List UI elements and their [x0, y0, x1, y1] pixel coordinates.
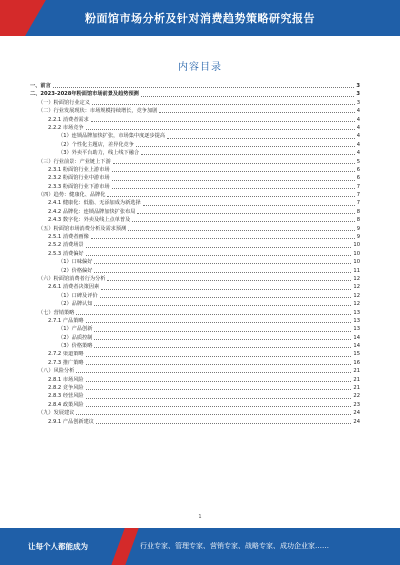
toc-entry-label: 2.2.1 消费者需求 [48, 116, 89, 123]
toc-entry[interactable] [30, 158, 360, 166]
toc-entry[interactable] [30, 292, 360, 300]
toc-entry-page: 13 [353, 317, 360, 324]
toc-entry-label: 一、前言 [30, 82, 51, 89]
toc-entry[interactable] [30, 283, 360, 291]
toc-entry-label: 2.4.3 数字化：外卖及线上点单普及 [48, 217, 131, 224]
toc-entry-page: 13 [353, 326, 360, 333]
toc-entry[interactable] [30, 250, 360, 258]
toc-entry[interactable] [30, 141, 360, 149]
toc-leader-dots [86, 356, 352, 357]
toc-leader-dots [141, 96, 355, 97]
toc-leader-dots [94, 263, 351, 264]
toc-entry-page: 7 [356, 183, 360, 190]
toc-entry-page: 7 [356, 200, 360, 207]
toc-entry-label: 2.5.3 消费偏好 [48, 250, 84, 257]
toc-leader-dots [100, 297, 352, 298]
toc-entry[interactable] [30, 300, 360, 308]
toc-leader-dots [143, 205, 355, 206]
toc-leader-dots [91, 238, 355, 239]
toc-entry[interactable] [30, 325, 360, 333]
toc-leader-dots [86, 129, 355, 130]
toc-entry-label: （七）营销策略 [38, 309, 75, 316]
toc-entry-label: 2.3.2 粉面馆行业中游市场 [48, 175, 110, 182]
toc-leader-dots [137, 213, 354, 214]
toc-entry[interactable] [30, 409, 360, 417]
toc-entry-label: （六）粉面馆消费者行为分析 [38, 275, 106, 282]
toc-leader-dots [132, 221, 354, 222]
toc-entry[interactable] [30, 124, 360, 132]
toc-entry-page: 4 [356, 124, 360, 131]
toc-entry-page: 21 [353, 368, 360, 375]
page-number: 1 [198, 514, 202, 520]
toc-entry[interactable] [30, 99, 360, 107]
toc-entry-label: （2）品质控制 [58, 334, 93, 341]
toc-entry[interactable] [30, 309, 360, 317]
toc-leader-dots [94, 339, 351, 340]
toc-entry-page: 7 [356, 192, 360, 199]
toc-entry[interactable] [30, 90, 360, 98]
toc-entry[interactable] [30, 82, 360, 90]
toc-entry-label: （1）口碑及评价 [58, 292, 98, 299]
toc-entry-page: 13 [353, 309, 360, 316]
toc-entry-page: 10 [353, 242, 360, 249]
toc-leader-dots [128, 230, 354, 231]
toc-entry[interactable] [30, 317, 360, 325]
toc-entry-label: （2）品牌认知 [58, 301, 93, 308]
toc-entry-page: 4 [356, 150, 360, 157]
toc-entry-page: 15 [353, 351, 360, 358]
toc-entry-page: 10 [353, 259, 360, 266]
toc-entry-label: 2.8.3 经营风险 [48, 393, 84, 400]
toc-entry-page: 3 [356, 99, 360, 106]
toc-entry-page: 12 [353, 301, 360, 308]
toc-entry-label: 2.8.1 市场风险 [48, 376, 84, 383]
toc-entry-label: 2.3.1 粉面馆行业上游市场 [48, 166, 110, 173]
toc-entry-label: （八）风险分析 [38, 368, 75, 375]
toc-leader-dots [86, 406, 352, 407]
toc-entry-page: 3 [356, 91, 360, 98]
report-header [0, 0, 400, 36]
toc-entry[interactable] [30, 183, 360, 191]
toc-leader-dots [53, 87, 355, 88]
toc-entry-label: 2.7.1 产品策略 [48, 317, 84, 324]
toc-entry[interactable] [30, 342, 360, 350]
toc-entry[interactable] [30, 225, 360, 233]
toc-leader-dots [96, 423, 351, 424]
toc-entry-label: （五）粉面馆市场消费分析及需求预测 [38, 225, 127, 232]
toc-entry-label: （一）粉面馆行业定义 [38, 99, 90, 106]
toc-leader-dots [86, 364, 352, 365]
toc-entry[interactable] [30, 418, 360, 426]
toc-entry[interactable] [30, 392, 360, 400]
toc-entry-label: 2.7.2 渠道策略 [48, 351, 84, 358]
toc-entry-page: 8 [356, 208, 360, 215]
toc-entry-page: 14 [353, 343, 360, 350]
toc-entry-label: 2.3.3 粉面馆行业下游市场 [48, 183, 110, 190]
toc-entry-page: 4 [356, 133, 360, 140]
toc-entry[interactable] [30, 132, 360, 140]
toc-entry[interactable] [30, 208, 360, 216]
toc-entry[interactable] [30, 275, 360, 283]
toc-leader-dots [92, 104, 355, 105]
footer-slogan-left: 让每个人都能成为 [28, 542, 88, 551]
toc-leader-dots [94, 272, 351, 273]
toc-entry-label: （九）发展建议 [38, 410, 75, 417]
toc-entry-label: （四）趋势：健康化、品牌化 [38, 192, 106, 199]
toc-leader-dots [86, 381, 352, 382]
toc-entry[interactable] [30, 384, 360, 392]
toc-entry-page: 6 [356, 166, 360, 173]
toc-leader-dots [167, 138, 355, 139]
toc-leader-dots [86, 389, 352, 390]
toc-entry-page: 21 [353, 385, 360, 392]
toc-entry-page: 8 [356, 217, 360, 224]
toc-leader-dots [159, 112, 354, 113]
toc-entry-page: 12 [353, 275, 360, 282]
toc-entry-label: （二）行业发展现状：市场规模持续增长，竞争加剧 [38, 108, 158, 115]
toc-leader-dots [94, 305, 351, 306]
toc-entry-label: 2.6.1 消费者决策因素 [48, 284, 100, 291]
toc-entry[interactable] [30, 199, 360, 207]
toc-entry-page: 10 [353, 250, 360, 257]
toc-leader-dots [113, 163, 355, 164]
table-of-contents [30, 82, 360, 426]
toc-leader-dots [76, 414, 351, 415]
toc-entry[interactable] [30, 334, 360, 342]
toc-leader-dots [141, 154, 355, 155]
toc-leader-dots [101, 289, 351, 290]
toc-entry[interactable] [30, 376, 360, 384]
toc-leader-dots [112, 188, 355, 189]
toc-entry-page: 16 [353, 359, 360, 366]
toc-entry[interactable] [30, 174, 360, 182]
toc-entry[interactable] [30, 359, 360, 367]
toc-entry[interactable] [30, 401, 360, 409]
toc-entry[interactable] [30, 191, 360, 199]
toc-entry[interactable] [30, 258, 360, 266]
footer-slogan-right: 行业专家、管理专家、营销专家、战略专家、成功企业家…… [140, 542, 329, 550]
footer-accent-slant [111, 528, 138, 565]
toc-entry-label: 2.2.2 市场竞争 [48, 124, 84, 131]
toc-leader-dots [112, 180, 355, 181]
toc-leader-dots [76, 314, 351, 315]
toc-entry-page: 12 [353, 292, 360, 299]
toc-leader-dots [91, 121, 355, 122]
toc-leader-dots [86, 255, 352, 256]
toc-entry-page: 24 [353, 418, 360, 425]
toc-entry-label: （1）连锁品牌加快扩张，市场集中度逐步提高 [58, 133, 166, 140]
toc-entry-page: 6 [356, 175, 360, 182]
toc-entry-label: 二、2023-2028年粉面馆市场前景及趋势预测 [30, 91, 139, 98]
toc-entry-page: 21 [353, 376, 360, 383]
toc-entry-page: 24 [353, 410, 360, 417]
toc-entry-label: （3）外卖平台助力，线上线下融合 [58, 150, 140, 157]
toc-leader-dots [107, 196, 354, 197]
toc-entry[interactable] [30, 116, 360, 124]
toc-leader-dots [86, 398, 352, 399]
toc-entry[interactable] [30, 233, 360, 241]
toc-leader-dots [107, 280, 351, 281]
toc-entry[interactable] [30, 367, 360, 375]
toc-entry-page: 4 [356, 116, 360, 123]
toc-entry-page: 9 [356, 225, 360, 232]
toc-leader-dots [136, 146, 355, 147]
toc-entry[interactable] [30, 149, 360, 157]
toc-entry-label: 2.4.1 健康化：低脂、无添加成为新选择 [48, 200, 141, 207]
toc-entry-label: 2.5.1 消费者画像 [48, 234, 89, 241]
toc-entry-page: 3 [356, 82, 360, 89]
toc-entry-page: 23 [353, 401, 360, 408]
toc-entry[interactable] [30, 351, 360, 359]
toc-entry-label: （三）行业前景：产业链上下游 [38, 158, 111, 165]
toc-entry-page: 11 [353, 267, 360, 274]
toc-entry-label: 2.7.3 推广策略 [48, 359, 84, 366]
toc-entry-label: （1）口味偏好 [58, 259, 93, 266]
toc-entry-page: 4 [356, 108, 360, 115]
toc-entry-label: 2.8.2 竞争风险 [48, 385, 84, 392]
toc-entry-page: 9 [356, 234, 360, 241]
toc-leader-dots [94, 331, 351, 332]
toc-leader-dots [76, 372, 351, 373]
toc-heading: 内容目录 [178, 62, 222, 73]
footer-banner [0, 528, 400, 565]
toc-entry-page: 5 [356, 158, 360, 165]
toc-entry[interactable] [30, 216, 360, 224]
toc-entry[interactable] [30, 241, 360, 249]
report-title: 粉面馆市场分析及针对消费趋势策略研究报告 [85, 12, 315, 25]
toc-entry-label: （2）价格偏好 [58, 267, 93, 274]
toc-entry[interactable] [30, 267, 360, 275]
toc-entry-page: 4 [356, 141, 360, 148]
toc-entry-label: （3）价格策略 [58, 343, 93, 350]
toc-entry-label: 2.9.1 产品创新建议 [48, 418, 94, 425]
toc-entry-label: 2.4.2 品牌化：连锁品牌加快扩张布局 [48, 208, 136, 215]
toc-entry-label: 2.8.4 政策风险 [48, 401, 84, 408]
toc-entry-page: 22 [353, 393, 360, 400]
toc-entry[interactable] [30, 107, 360, 115]
toc-entry-page: 12 [353, 284, 360, 291]
toc-entry-label: （1）产品创新 [58, 326, 93, 333]
toc-entry-label: 2.5.2 消费场景 [48, 242, 84, 249]
toc-leader-dots [86, 247, 352, 248]
toc-entry-page: 14 [353, 334, 360, 341]
toc-entry-label: （2）个性化主题店，差异化竞争 [58, 141, 134, 148]
toc-leader-dots [112, 171, 355, 172]
toc-leader-dots [94, 347, 351, 348]
toc-leader-dots [86, 322, 352, 323]
toc-entry[interactable] [30, 166, 360, 174]
